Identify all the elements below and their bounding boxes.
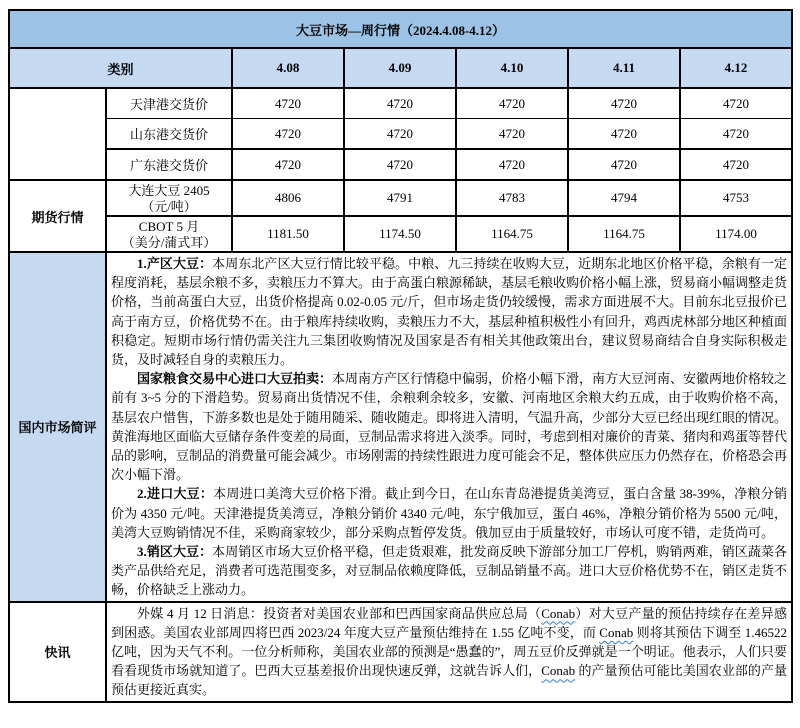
table-row-shandong: [9, 119, 792, 150]
commentary-row: [9, 252, 792, 602]
price-cell: 1174.50: [344, 216, 456, 252]
news-row: [9, 602, 792, 702]
paragraph-lead: 1.产区大豆：: [137, 256, 213, 271]
futures-label-line2: （美分/蒲式耳）: [121, 234, 217, 250]
futures-label-line1: CBOT 5 月: [138, 218, 200, 234]
price-cell: 4720: [232, 119, 344, 150]
group-label-spot: [9, 88, 106, 180]
column-header-date-2: 4.09: [344, 48, 456, 88]
paragraph-lead: 国家粮食交易中心进口大豆拍卖：: [137, 371, 333, 387]
row-label-dalian: [106, 180, 232, 216]
price-cell: 4753: [680, 180, 792, 216]
price-cell: 1181.50: [232, 216, 344, 252]
commentary-paragraph-3: [111, 484, 787, 542]
group-label-news: 快讯: [9, 602, 106, 702]
price-cell: 4720: [680, 88, 792, 119]
futures-label-line1: 大连大豆 2405: [128, 182, 210, 198]
price-cell: 1174.00: [680, 216, 792, 252]
column-header-date-5: 4.12: [680, 48, 792, 88]
table-row-tianjin: [9, 88, 792, 119]
price-cell: 4720: [568, 88, 680, 119]
news-text: 外媒 4 月 12 日消息：投资者对美国农业部和巴西国家商品供应总局（: [137, 605, 542, 621]
row-label-tianjin: 天津港交货价: [106, 88, 232, 119]
row-label-shandong: 山东港交货价: [106, 119, 232, 150]
futures-label-line2: （元/吨）: [141, 198, 197, 214]
column-header-date-1: 4.08: [232, 48, 344, 88]
price-cell: 4806: [232, 180, 344, 216]
news-text-conab: Conab: [541, 663, 576, 679]
commentary-paragraph-2: [111, 369, 787, 484]
column-header-date-3: 4.10: [456, 48, 568, 88]
paragraph-lead: 3.销区大豆：: [137, 544, 213, 560]
table-title: 大豆市场—周行情（2024.4.08-4.12）: [9, 10, 792, 48]
price-cell: 4720: [568, 119, 680, 150]
table-row-guangdong: [9, 149, 792, 180]
price-cell: 4720: [456, 149, 568, 180]
news-paragraph: [111, 604, 787, 700]
news-content: [106, 602, 792, 702]
news-text-conab: Conab: [599, 624, 634, 640]
commentary-paragraph-4: [111, 542, 787, 600]
news-text: 的产量预估可能比美国农业部的产量预估更接近真实。: [111, 663, 787, 698]
price-cell: 4720: [680, 149, 792, 180]
price-cell: 1164.75: [456, 216, 568, 252]
header-row: [9, 48, 792, 88]
commentary-paragraph-1: [111, 254, 787, 369]
price-cell: 4720: [680, 119, 792, 150]
price-cell: 4720: [232, 88, 344, 119]
commentary-content: [106, 252, 792, 602]
paragraph-text: 本周进口美湾大豆价格下滑。截止到今日，在山东青岛港提货美湾豆，蛋白含量 38-39%，净粮分销价为 4350 元/吨。天津港提货美湾豆，净粮分销价 4340 元/吨，东宁俄加豆，蛋白 46%，净粮分销价格为 5500 元/吨，美湾大豆购销情况不佳，采购商家较少，部分采购点暂停发货。俄加豆由于质量较好，市场认可度不错，走货尚可。: [111, 486, 788, 540]
row-label-guangdong: 广东港交货价: [106, 149, 232, 180]
price-cell: 4783: [456, 180, 568, 216]
price-cell: 4720: [568, 149, 680, 180]
news-text: ）对大豆产量的预估持续存在差异感到困惑。美国农业部周四将巴西 2023/24 年度大豆产量预估维持在 1.55 亿吨不变，而: [111, 605, 788, 640]
price-cell: 4720: [456, 88, 568, 119]
table-row-dalian: [9, 180, 792, 216]
title-row: [9, 10, 792, 48]
table-row-cbot: [9, 216, 792, 252]
price-cell: 1164.75: [568, 216, 680, 252]
paragraph-text: 本周南方产区行情稳中偏弱，价格小幅下滑，南方大豆河南、安徽两地价格较之前有 3~5 分的下滑趋势。贸易商出货情况不佳，余粮剩余较多，安徽、河南地区余粮大约五成，由于收购价格不高，基层农户惜售，下游多数也是处于随用随采、随收随走。即将进入清明，气温升高，少部分大豆已经出现红眼的情况。黄淮海地区面临大豆储存条件变差的局面，豆制品需求将进入淡季。同时，考虑到相对廉价的青菜、猪肉和鸡蛋等替代品的影响，豆制品的消费量可能会减少。市场刚需的持续性跟进力度可能会不足，整体供应压力仍然存在，价格恐会再次小幅下滑。: [111, 371, 788, 483]
price-cell: 4791: [344, 180, 456, 216]
group-label-futures: 期货行情: [9, 180, 106, 252]
price-cell: 4720: [456, 119, 568, 150]
price-cell: 4794: [568, 180, 680, 216]
paragraph-text: 本周销区市场大豆价格平稳，但走货艰难，批发商反映下游部分加工厂停机，购销两难，销区蔬菜各类产品供给充足，消费者可选范围变多，对豆制品依赖度降低，豆制品销量不高。进口大豆价格优势不在，销区走货不畅，价格缺乏上涨动力。: [111, 544, 788, 598]
news-text: 则将其预估下调至 1.46522 亿吨，因为天气不利。一位分析师称，美国农业部的预测是“愚蠢的”，周五豆价反弹就是一个明证。他表示，人们只要看看现货市场就知道了。巴西大豆基差报价出现快速反弹，这就告诉人们，: [111, 624, 788, 679]
price-cell: 4720: [344, 119, 456, 150]
paragraph-text: 本周东北产区大豆行情比较平稳。中粮、九三持续在收购大豆，近期东北地区价格平稳，余粮有一定程度消耗，基层余粮不多，卖粮压力不算大。由于高蛋白粮源稀缺，基层毛粮收购价格小幅上涨，贸易商小幅调整走货价格，当前高蛋白大豆，出货价格提高 0.02-0.05 元/斤，但市场走货仍较缓慢，需求方面进展不大。目前东北豆报价已高于南方豆，价格优势不在。由于粮库持续收购，卖粮压力不大，基层种植积极性小有回升，鸡西虎林部分地区种植面积稳定。短期市场行情仍需关注九三集团收购情况及国家是否有相关其他政策出台，建议贸易商结合自身实际积极走货，及时减轻自身的卖粮压力。: [111, 256, 788, 368]
column-header-date-4: 4.11: [568, 48, 680, 88]
group-label-commentary: 国内市场简评: [9, 252, 106, 602]
paragraph-lead: 2.进口大豆：: [137, 486, 214, 502]
price-cell: 4720: [232, 149, 344, 180]
news-text-conab: Conab: [541, 605, 576, 621]
price-cell: 4720: [344, 88, 456, 119]
column-header-category: 类别: [9, 48, 232, 88]
price-cell: 4720: [344, 149, 456, 180]
row-label-cbot: [106, 216, 232, 252]
soybean-weekly-table: [8, 9, 793, 703]
